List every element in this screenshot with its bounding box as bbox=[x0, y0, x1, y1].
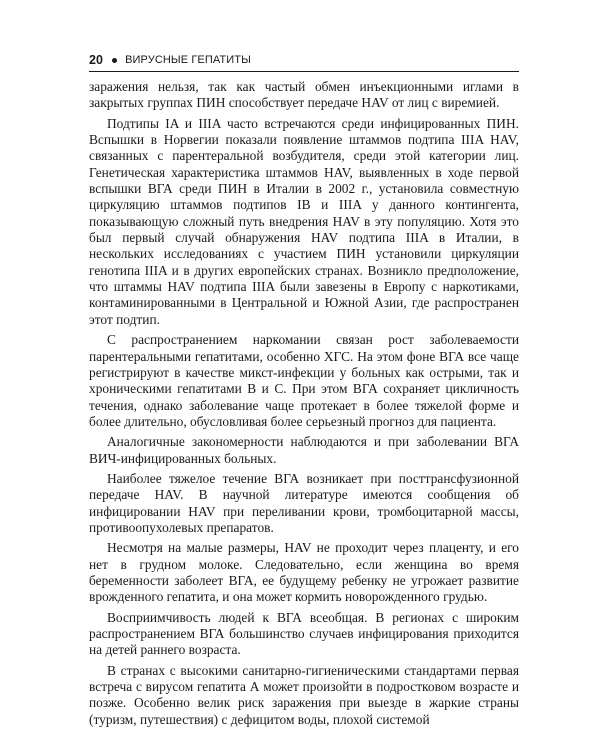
paragraph-transfusion: Наиболее тяжелое течение ВГА возникает при посттрансфузионной передаче HAV. В научной литературе имеются сообщения об инфицировании HAV при переливании крови, тромбоцитарной массы, противоопухолевых препаратов. bbox=[89, 470, 519, 535]
paragraph-continuation: заражения нельзя, так как частый обмен инъекционными иглами в закрытых группах ПИН способствует передаче HAV от лиц с виремией. bbox=[89, 79, 519, 111]
paragraph-placenta: Несмотря на малые размеры, HAV не проходит через плаценту, и его нет в грудном молоке. Следовательно, если женщина во время беременности заболеет ВГА, ее будущему ребенку не угрожает развитие врожденного гепатита, и она может кормить новорожденного грудью. bbox=[89, 540, 519, 605]
paragraph-drug-addiction: С распространением наркомании связан рост заболеваемости парентеральными гепатитами, особенно ХГС. На этом фоне ВГА все чаще регистрируют в качестве микст-инфекции у больных как острыми, так и хроническими гепатитами В и С. При этом ВГА сохраняет цикличность течения, однако заболевание чаще протекает в более тяжелой форме и более длительно, обусловливая более серьезный прогноз для пациента. bbox=[89, 332, 519, 429]
paragraph-susceptibility: Восприимчивость людей к ВГА всеобщая. В регионах с широким распространением ВГА большинство случаев инфицирования приходится на детей раннего возраста. bbox=[89, 609, 519, 658]
running-title: ВИРУСНЫЕ ГЕПАТИТЫ bbox=[125, 54, 251, 66]
body-text bbox=[89, 79, 519, 728]
paragraph-subtypes: Подтипы IA и IIIA часто встречаются среди инфицированных ПИН. Вспышки в Норвегии показали появление штаммов подтипа IIIA HAV, связанных с парентеральной возбудителя, среди этой категории лиц. Генетическая характеристика штаммов HAV, выявленных в ходе первой вспышки ВГА среди ПИН в Италии в 2002 г., установила совместную циркуляцию штаммов подтипов IB и IIIA у данного контингента, показывающую сложный путь внедрения HAV в эту популяцию. Хотя это был первый случай обнаружения HAV подтипа IIIA в Италии, в нескольких исследованиях с участием ПИН установили циркуляции генотипа IIIA и в других европейских странах. Возникло предположение, что штаммы HAV подтипа IIIA были завезены в Европу с наркотиками, контаминированными в Центральной и Южной Азии, где распространен этот подтип. bbox=[89, 115, 519, 327]
header-divider bbox=[89, 71, 519, 72]
page-number: 20 bbox=[89, 53, 104, 67]
paragraph-hiv: Аналогичные закономерности наблюдаются и при заболевании ВГА ВИЧ-инфицированных больных. bbox=[89, 434, 519, 466]
running-header bbox=[89, 51, 519, 69]
paragraph-hygiene-standards: В странах с высокими санитарно-гигиеническими стандартами первая встреча с вирусом гепатита А может произойти в подростковом возрасте и позже. Особенно велик риск заражения при выезде в жаркие страны (туризм, путешествия) с дефицитом воды, плохой системой bbox=[89, 662, 519, 727]
bullet-separator-icon bbox=[112, 58, 117, 63]
